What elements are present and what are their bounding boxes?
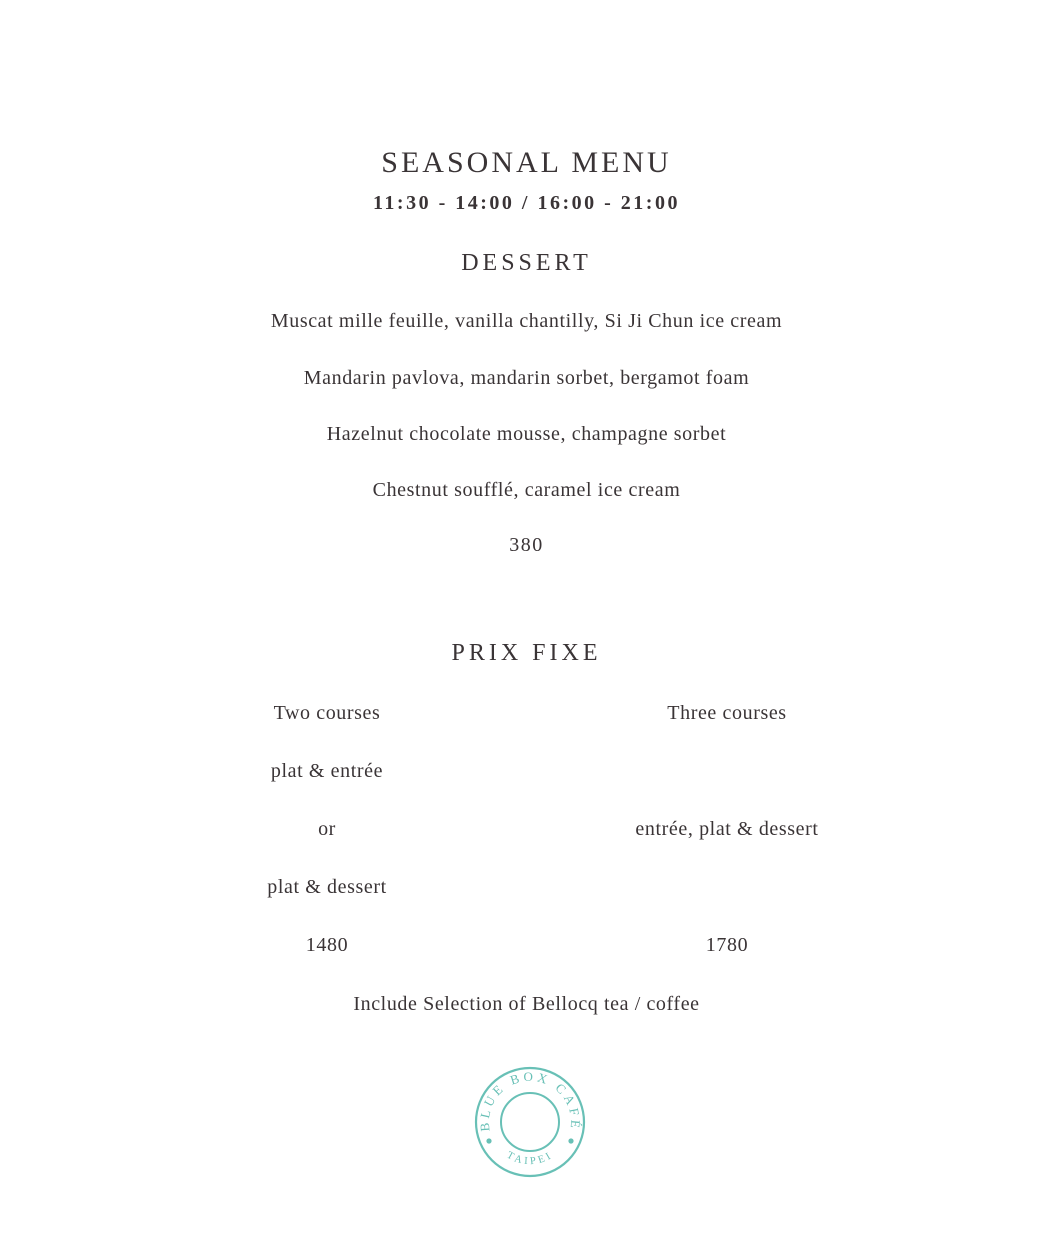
three-courses-line: entrée, plat & dessert <box>635 818 819 840</box>
two-courses-line: plat & entrée <box>270 760 384 782</box>
logo-inner-ring <box>501 1093 559 1151</box>
three-courses-title: Three courses <box>667 702 787 724</box>
two-courses-price: 1480 <box>305 934 349 956</box>
prix-fixe-section-heading: PRIX FIXE <box>451 640 602 666</box>
logo-bottom-arc-text <box>505 1150 556 1167</box>
dessert-price: 380 <box>509 534 544 556</box>
included-beverage-note: Include Selection of Bellocq tea / coffee <box>353 993 700 1015</box>
logo-bottom-arc-textpath: TAIPEI <box>504 1149 556 1168</box>
dessert-item: Muscat mille feuille, vanilla chantilly, Si Ji Chun ice cream <box>270 310 783 332</box>
logo-right-dot <box>568 1138 573 1143</box>
dessert-item: Chestnut soufflé, caramel ice cream <box>372 479 681 501</box>
menu-hours: 11:30 - 14:00 / 16:00 - 21:00 <box>373 192 680 214</box>
dessert-section-heading: DESSERT <box>461 250 592 276</box>
three-courses-price: 1780 <box>705 934 749 956</box>
prix-fixe-grid <box>127 701 927 957</box>
logo-top-arc-text <box>477 1069 584 1132</box>
dessert-item: Mandarin pavlova, mandarin sorbet, bergamot foam <box>303 367 750 389</box>
logo-left-dot <box>486 1138 491 1143</box>
blue-box-cafe-logo <box>470 1062 590 1182</box>
logo-top-arc-textpath: BLUE BOX CAFÉ <box>476 1068 584 1133</box>
three-courses-line <box>527 759 927 783</box>
two-courses-line: or <box>318 818 336 840</box>
two-courses-line: plat & dessert <box>267 876 387 898</box>
two-courses-title: Two courses <box>273 702 381 724</box>
menu-title: SEASONAL MENU <box>381 146 672 179</box>
three-courses-line <box>527 875 927 899</box>
blue-box-cafe-seal-icon <box>470 1062 590 1182</box>
dessert-item: Hazelnut chocolate mousse, champagne sorbet <box>326 423 727 445</box>
